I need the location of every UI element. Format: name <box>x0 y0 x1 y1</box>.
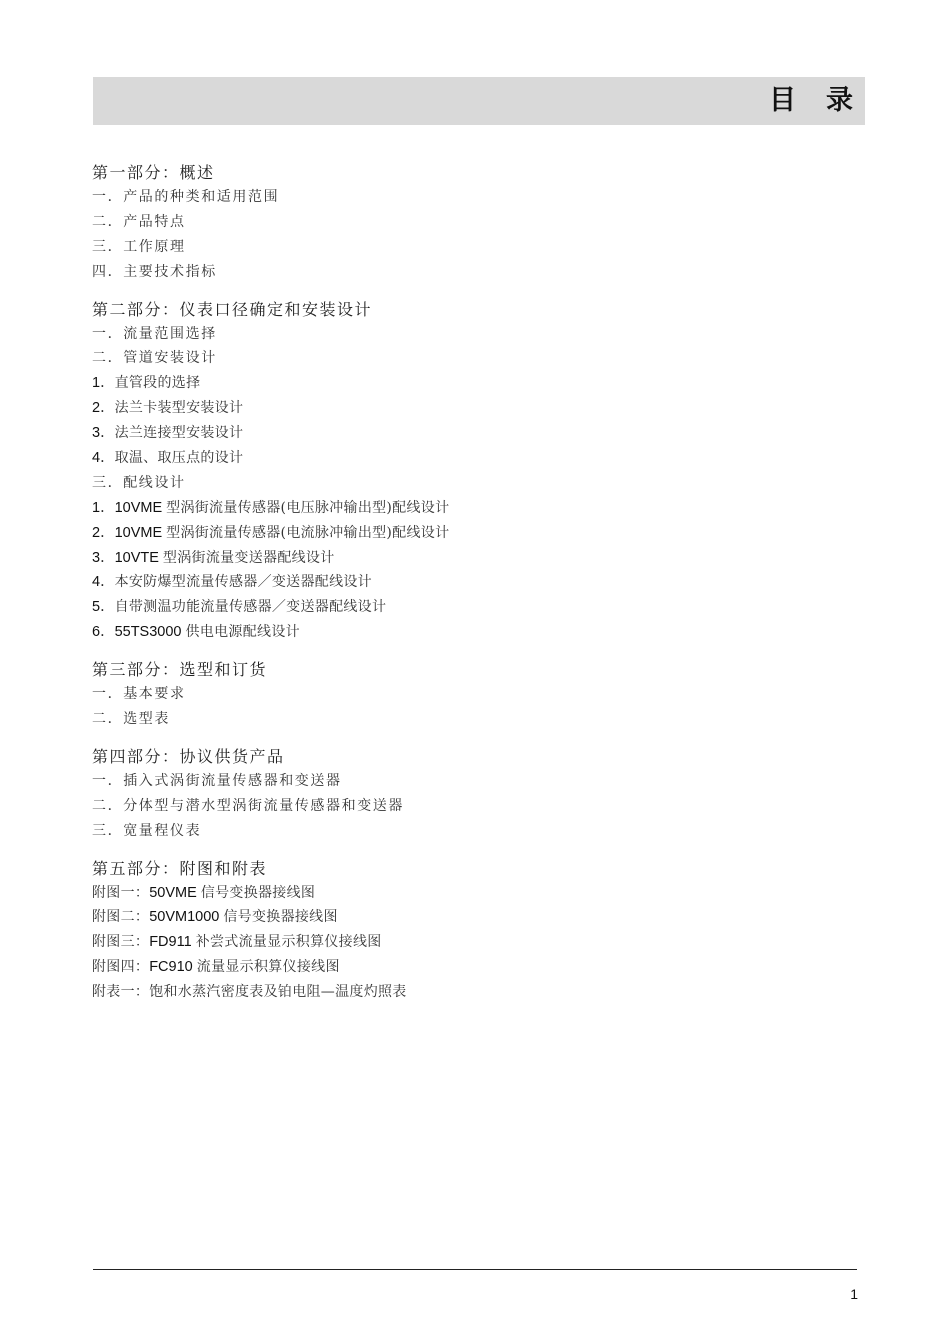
toc-item-text: 型涡街流量变送器配线设计 <box>162 549 335 566</box>
toc-item[interactable] <box>92 496 852 521</box>
toc-item-text: 二．产品特点 <box>92 213 186 230</box>
toc-item[interactable] <box>92 570 852 595</box>
toc-item-text: 三．宽量程仪表 <box>92 822 202 839</box>
toc-item[interactable] <box>92 881 852 906</box>
toc-item-text: 一．流量范围选择 <box>92 325 217 342</box>
appendix-label: 附图二： <box>92 909 150 926</box>
toc-item[interactable] <box>92 446 852 471</box>
toc-item-number: 6．55TS3000 <box>92 624 186 641</box>
toc-item[interactable] <box>92 794 852 819</box>
toc-section-4 <box>92 744 852 844</box>
toc-item[interactable] <box>92 235 852 260</box>
toc-item-text: 一．插入式涡街流量传感器和变送器 <box>92 772 342 789</box>
toc-item-text: 二．选型表 <box>92 711 170 728</box>
toc-item[interactable] <box>92 769 852 794</box>
toc-item[interactable] <box>92 371 852 396</box>
section-heading[interactable]: 第三部分：选型和订货 <box>92 660 268 680</box>
toc-item[interactable] <box>92 471 852 496</box>
toc-item-number: 1． <box>92 375 115 392</box>
toc-item[interactable] <box>92 819 852 844</box>
toc-item-number: 2．10VME <box>92 524 167 541</box>
title-bar <box>93 77 883 125</box>
toc-item-text: 本安防爆型流量传感器／变送器配线设计 <box>114 574 372 591</box>
toc-item-number: 1．10VME <box>92 499 167 516</box>
footer-divider <box>93 1269 857 1270</box>
toc-section-1 <box>92 160 852 285</box>
toc-item-text: 三．工作原理 <box>92 238 186 255</box>
toc-item-number: 3． <box>92 425 115 442</box>
toc-item-text: 饱和水蒸汽密度表及铂电阻—温度灼照表 <box>149 984 407 1001</box>
toc-item-text: 型涡街流量传感器(电压脉冲输出型)配线设计 <box>166 499 450 516</box>
toc-item[interactable] <box>92 707 852 732</box>
appendix-label: 附图一： <box>92 884 150 901</box>
toc-item[interactable] <box>92 620 852 645</box>
toc-item[interactable] <box>92 346 852 371</box>
toc-item[interactable] <box>92 682 852 707</box>
appendix-code: FC910 <box>149 959 197 976</box>
toc-item[interactable] <box>92 930 852 955</box>
toc-item[interactable] <box>92 955 852 980</box>
toc-item-text: 补尝式流量显示积算仪接线图 <box>195 934 382 951</box>
section-heading[interactable]: 第一部分：概述 <box>92 163 215 182</box>
toc-item-number: 4． <box>92 574 115 591</box>
page-title: 目录 <box>769 85 883 116</box>
toc-section-2 <box>92 297 852 646</box>
toc-item-text: 一．产品的种类和适用范围 <box>92 189 280 205</box>
toc-item-text: 自带测温功能流量传感器／变送器配线设计 <box>114 599 387 616</box>
table-of-contents <box>92 160 852 1017</box>
toc-item-number: 5． <box>92 599 115 616</box>
toc-item[interactable] <box>92 396 852 421</box>
toc-item-text: 直管段的选择 <box>114 375 201 392</box>
toc-item-text: 供电电源配线设计 <box>185 624 300 641</box>
toc-item-text: 法兰连接型安装设计 <box>114 425 244 442</box>
toc-section-3 <box>92 657 852 732</box>
toc-item[interactable] <box>92 322 852 347</box>
toc-item-text: 流量显示积算仪接线图 <box>196 959 340 976</box>
toc-item[interactable] <box>92 185 852 210</box>
toc-item-text: 二．分体型与潜水型涡街流量传感器和变送器 <box>92 797 404 814</box>
toc-item-text: 三．配线设计 <box>92 474 186 491</box>
appendix-code: FD911 <box>149 934 196 951</box>
toc-item[interactable] <box>92 905 852 930</box>
toc-item[interactable] <box>92 980 852 1005</box>
toc-item-number: 3．10VTE <box>92 549 163 566</box>
toc-item-text: 信号变换器接线图 <box>200 884 316 901</box>
appendix-label: 附图四： <box>92 959 150 976</box>
appendix-code: 50VM1000 <box>149 909 224 926</box>
toc-item-text: 型涡街流量传感器(电流脉冲输出型)配线设计 <box>166 524 450 541</box>
toc-item[interactable] <box>92 595 852 620</box>
toc-item-number: 2． <box>92 400 115 417</box>
toc-item[interactable] <box>92 260 852 285</box>
appendix-code: 50VME <box>149 884 201 901</box>
section-heading[interactable]: 第五部分：附图和附表 <box>92 858 268 878</box>
toc-item-text: 二．管道安装设计 <box>92 350 217 367</box>
toc-item-text: 信号变换器接线图 <box>223 909 338 926</box>
page-number: 1 <box>850 1286 858 1302</box>
section-heading[interactable]: 第二部分：仪表口径确定和安装设计 <box>92 299 373 319</box>
toc-item[interactable] <box>92 210 852 235</box>
section-heading[interactable]: 第四部分：协议供货产品 <box>92 746 285 766</box>
toc-item[interactable] <box>92 421 852 446</box>
toc-section-5 <box>92 856 852 1005</box>
appendix-label: 附图三： <box>92 934 150 951</box>
toc-item-number: 4． <box>92 450 115 467</box>
toc-item-text: 法兰卡装型安装设计 <box>114 400 244 417</box>
toc-item-text: 四．主要技术指标 <box>92 263 217 280</box>
toc-item-text: 取温、取压点的设计 <box>114 450 244 467</box>
toc-item[interactable] <box>92 521 852 546</box>
appendix-label: 附表一： <box>92 984 150 1001</box>
toc-item[interactable] <box>92 546 852 571</box>
toc-item-text: 一．基本要求 <box>92 686 186 703</box>
